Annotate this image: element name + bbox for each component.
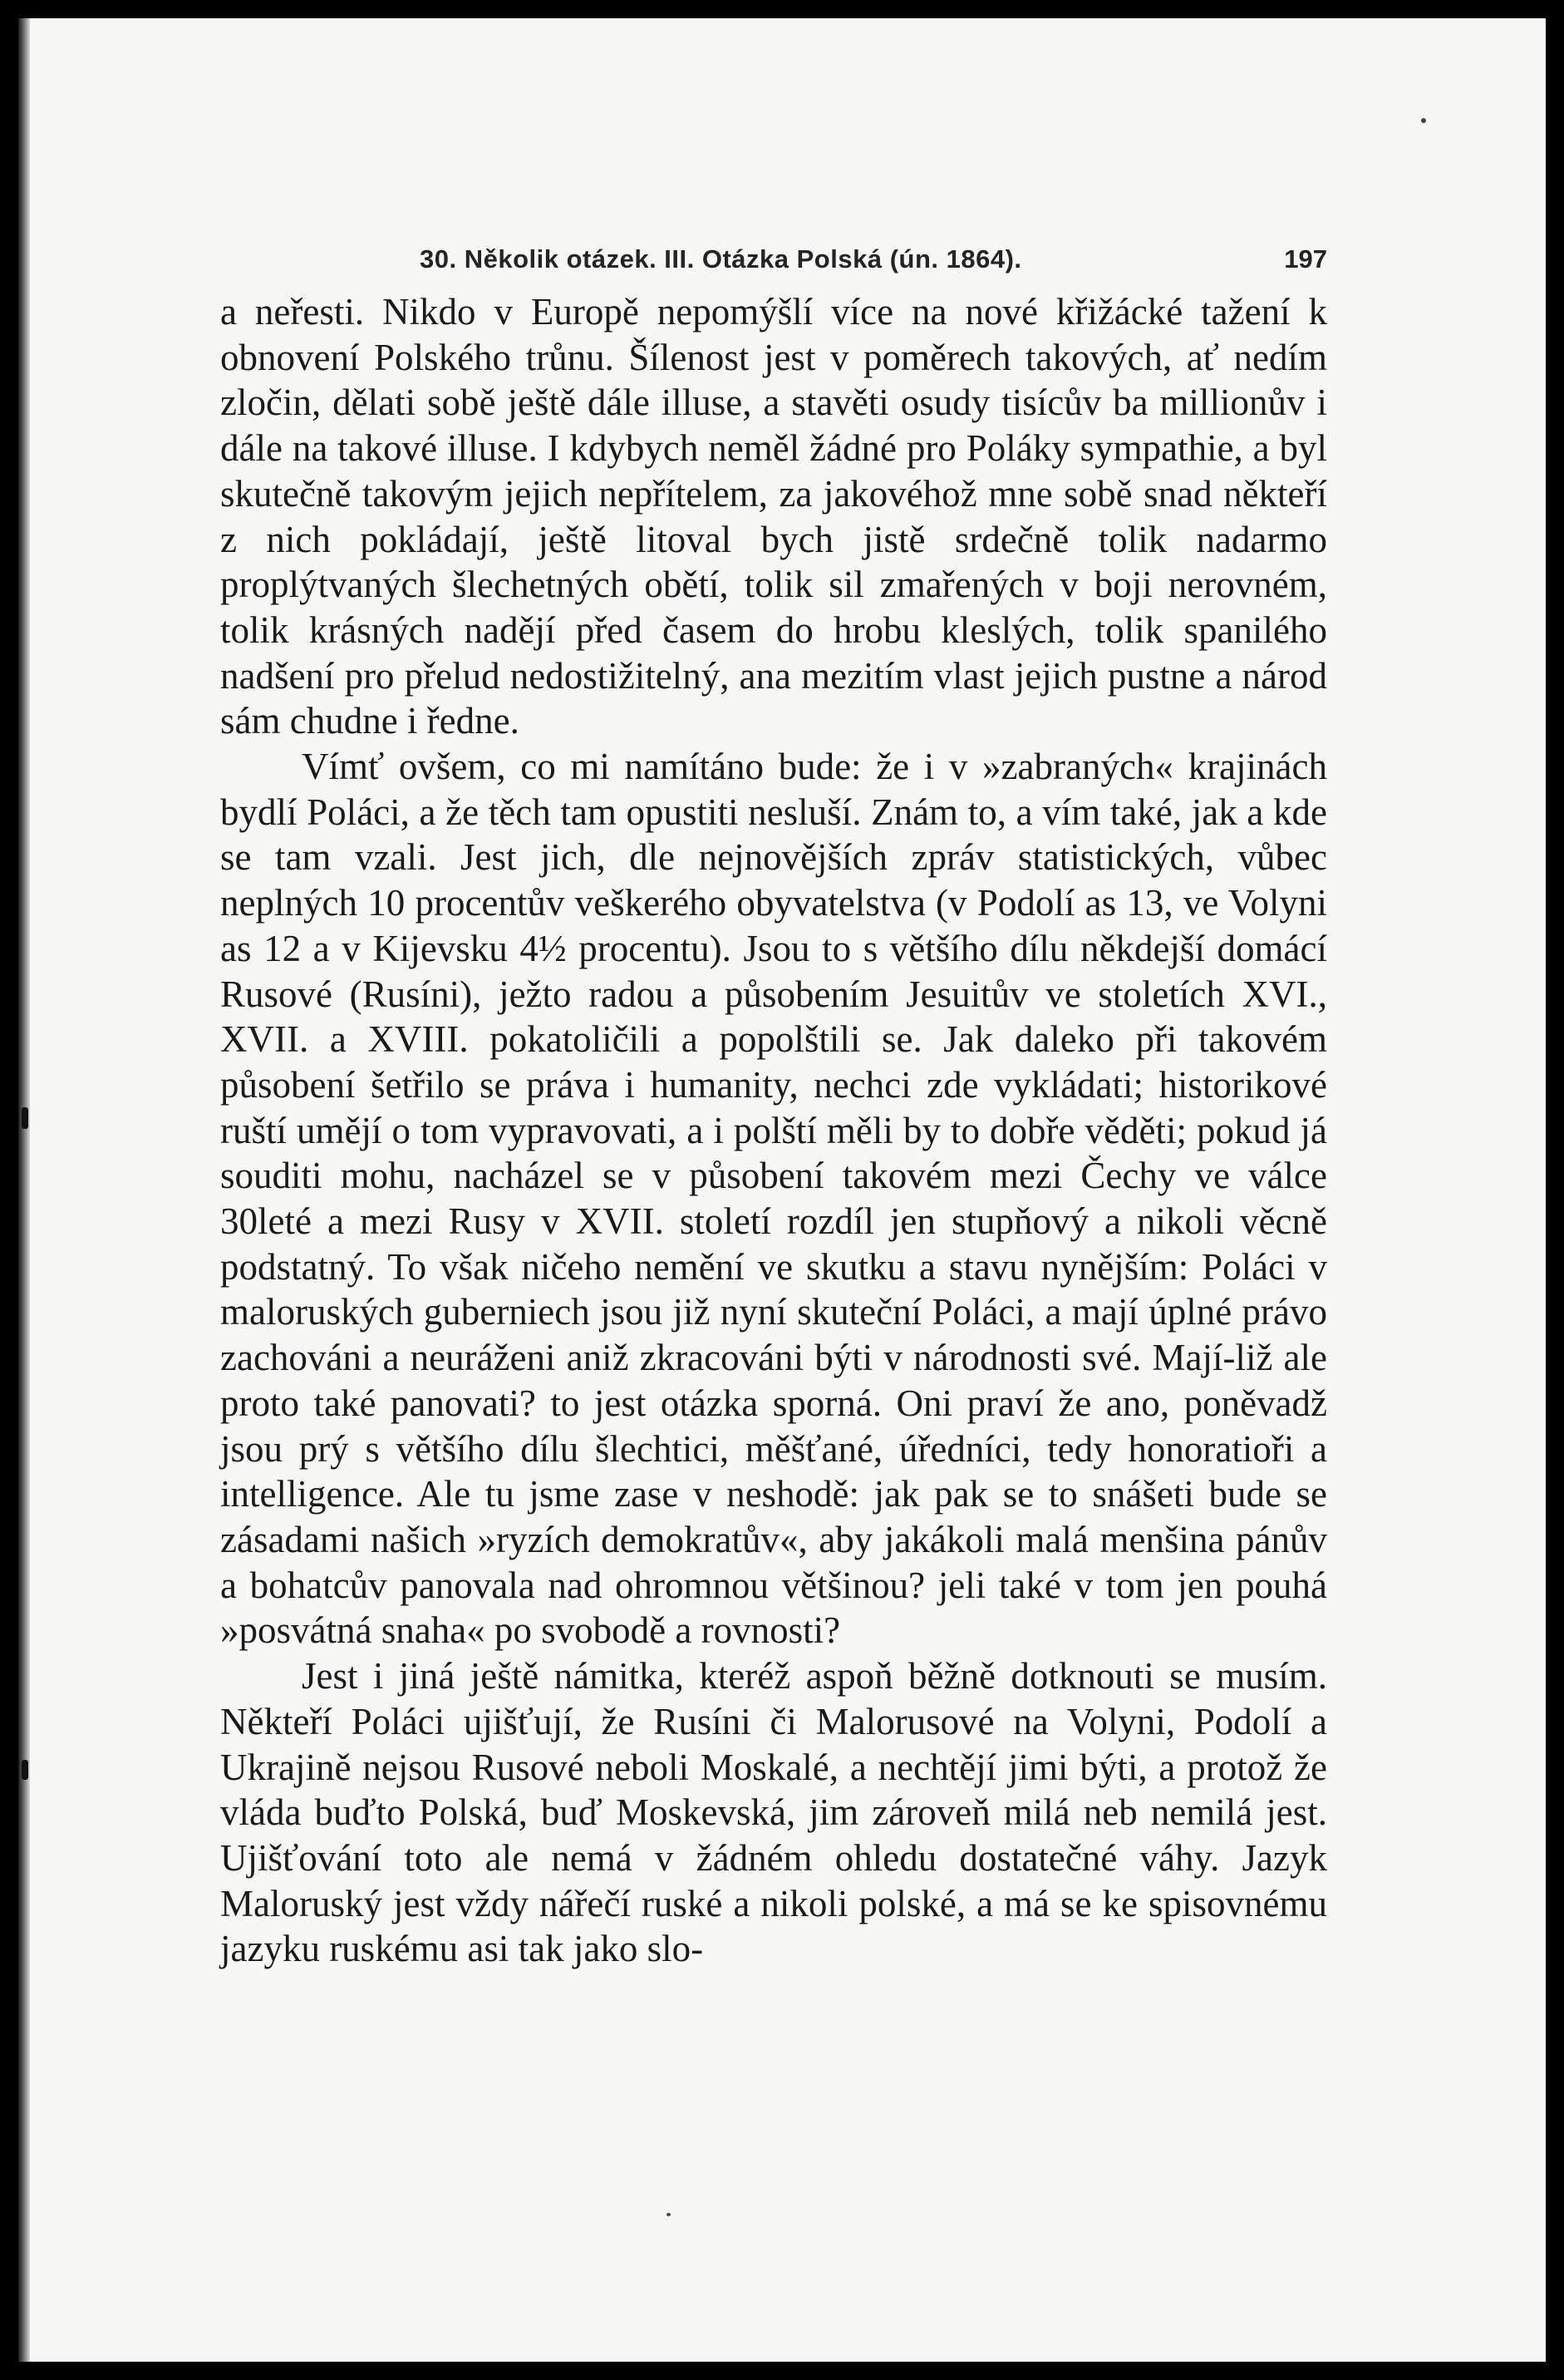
book-page [18, 18, 1546, 2362]
running-head-title: 30. Několik otázek. III. Otázka Polská (ún. 1864). [420, 244, 1022, 273]
body-text [220, 289, 1327, 1972]
paragraph-3: Jest i jiná ještě námitka, kteréž aspoň běžně dotknouti se musím. Někteří Poláci ujišťují, že Rusíni či Malorusové na Volyni, Podolí a Ukrajině nejsou Rusové neboli Moskalé, a nechtějí jimi býti, a protož že vláda buďto Polská, buď Moskevská, jim zároveň milá neb nemilá jest. Ujišťování toto ale nemá v žádném ohledu dostatečné váhy. Jazyk Maloruský jest vždy nářečí ruské a nikoli polské, a má se ke spisovnému jazyku ruskému asi tak jako slo- [220, 1655, 1327, 1970]
running-head [220, 229, 1327, 289]
paper-speck [1421, 118, 1426, 123]
paragraph-2: Vímť ovšem, co mi namítáno bude: že i v »zabraných« krajinách bydlí Poláci, a že těch tam opustiti nesluší. Znám to, a vím také, jak a kde se tam vzali. Jest jich, dle nejnovějších zpráv statistických, vůbec neplných 10 procentův veškerého obyvatelstva (v Podolí as 13, ve Volyni as 12 a v Kijevsku 4½ procentu). Jsou to s většího dílu někdejší domácí Rusové (Rusíni), ježto radou a působením Jesuitův ve stoletích XVI., XVII. a XVIII. pokatoličili a popolštili se. Jak daleko při takovém působení šetřilo se práva i humanity, nechci zde vykládati; historikové ruští umějí o tom vypravovati, a i polští měli by to dobře věděti; pokud já souditi mohu, nacházel se v působení takovém mezi Čechy ve válce 30leté a mezi Rusy v XVII. století rozdíl jen stupňový a nikoli věcně podstatný. To však ničeho nemění ve skutku a stavu nynějším: Poláci v maloruských guberniech jsou již nyní skuteční Poláci, a mají úplné právo zachováni a neuráženi aniž zkracováni býti v národnosti své. Mají-liž ale proto také panovati? to jest otázka sporná. Oni praví že ano, poněvadž jsou prý s většího dílu šlechtici, měšťané, úředníci, tedy honoratioři a intelligence. Ale tu jsme zase v neshodě: jak pak se to snášeti bude se zásadami našich »ryzích demokratův«, aby jakákoli malá menšina pánův a bohatcův panovala nad ohromnou většinou? jeli také v tom jen pouhá »posvátná snaha« po svobodě a rovnosti? [220, 746, 1327, 1652]
binding-mark [22, 1760, 28, 1780]
paper-speck [666, 2213, 671, 2216]
binding-mark [22, 1107, 28, 1129]
page-binding-edge [18, 18, 30, 2362]
page-number: 197 [1284, 244, 1327, 273]
paragraph-1: a neřesti. Nikdo v Europě nepomýšlí více na nové křižácké tažení k obnovení Polského trůnu. Šílenost jest v poměrech takových, ať nedím zločin, dělati sobě ještě dále illuse, a stavěti osudy tisícův ba millionův i dále na takové illuse. I kdybych neměl žádné pro Poláky sympathie, a byl skutečně takovým jejich nepřítelem, za jakovéhož mne sobě snad někteří z nich pokládají, ještě litoval bych jistě srdečně tolik nadarmo proplýtvaných šlechetných obětí, tolik sil zmařených v boji nerovném, tolik krásných nadějí před časem do hrobu kleslých, tolik spanilého nadšení pro přelud nedostižitelný, ana mezitím vlast jejich pustne a národ sám chudne i ředne. [220, 291, 1327, 742]
page-content [220, 229, 1327, 1972]
